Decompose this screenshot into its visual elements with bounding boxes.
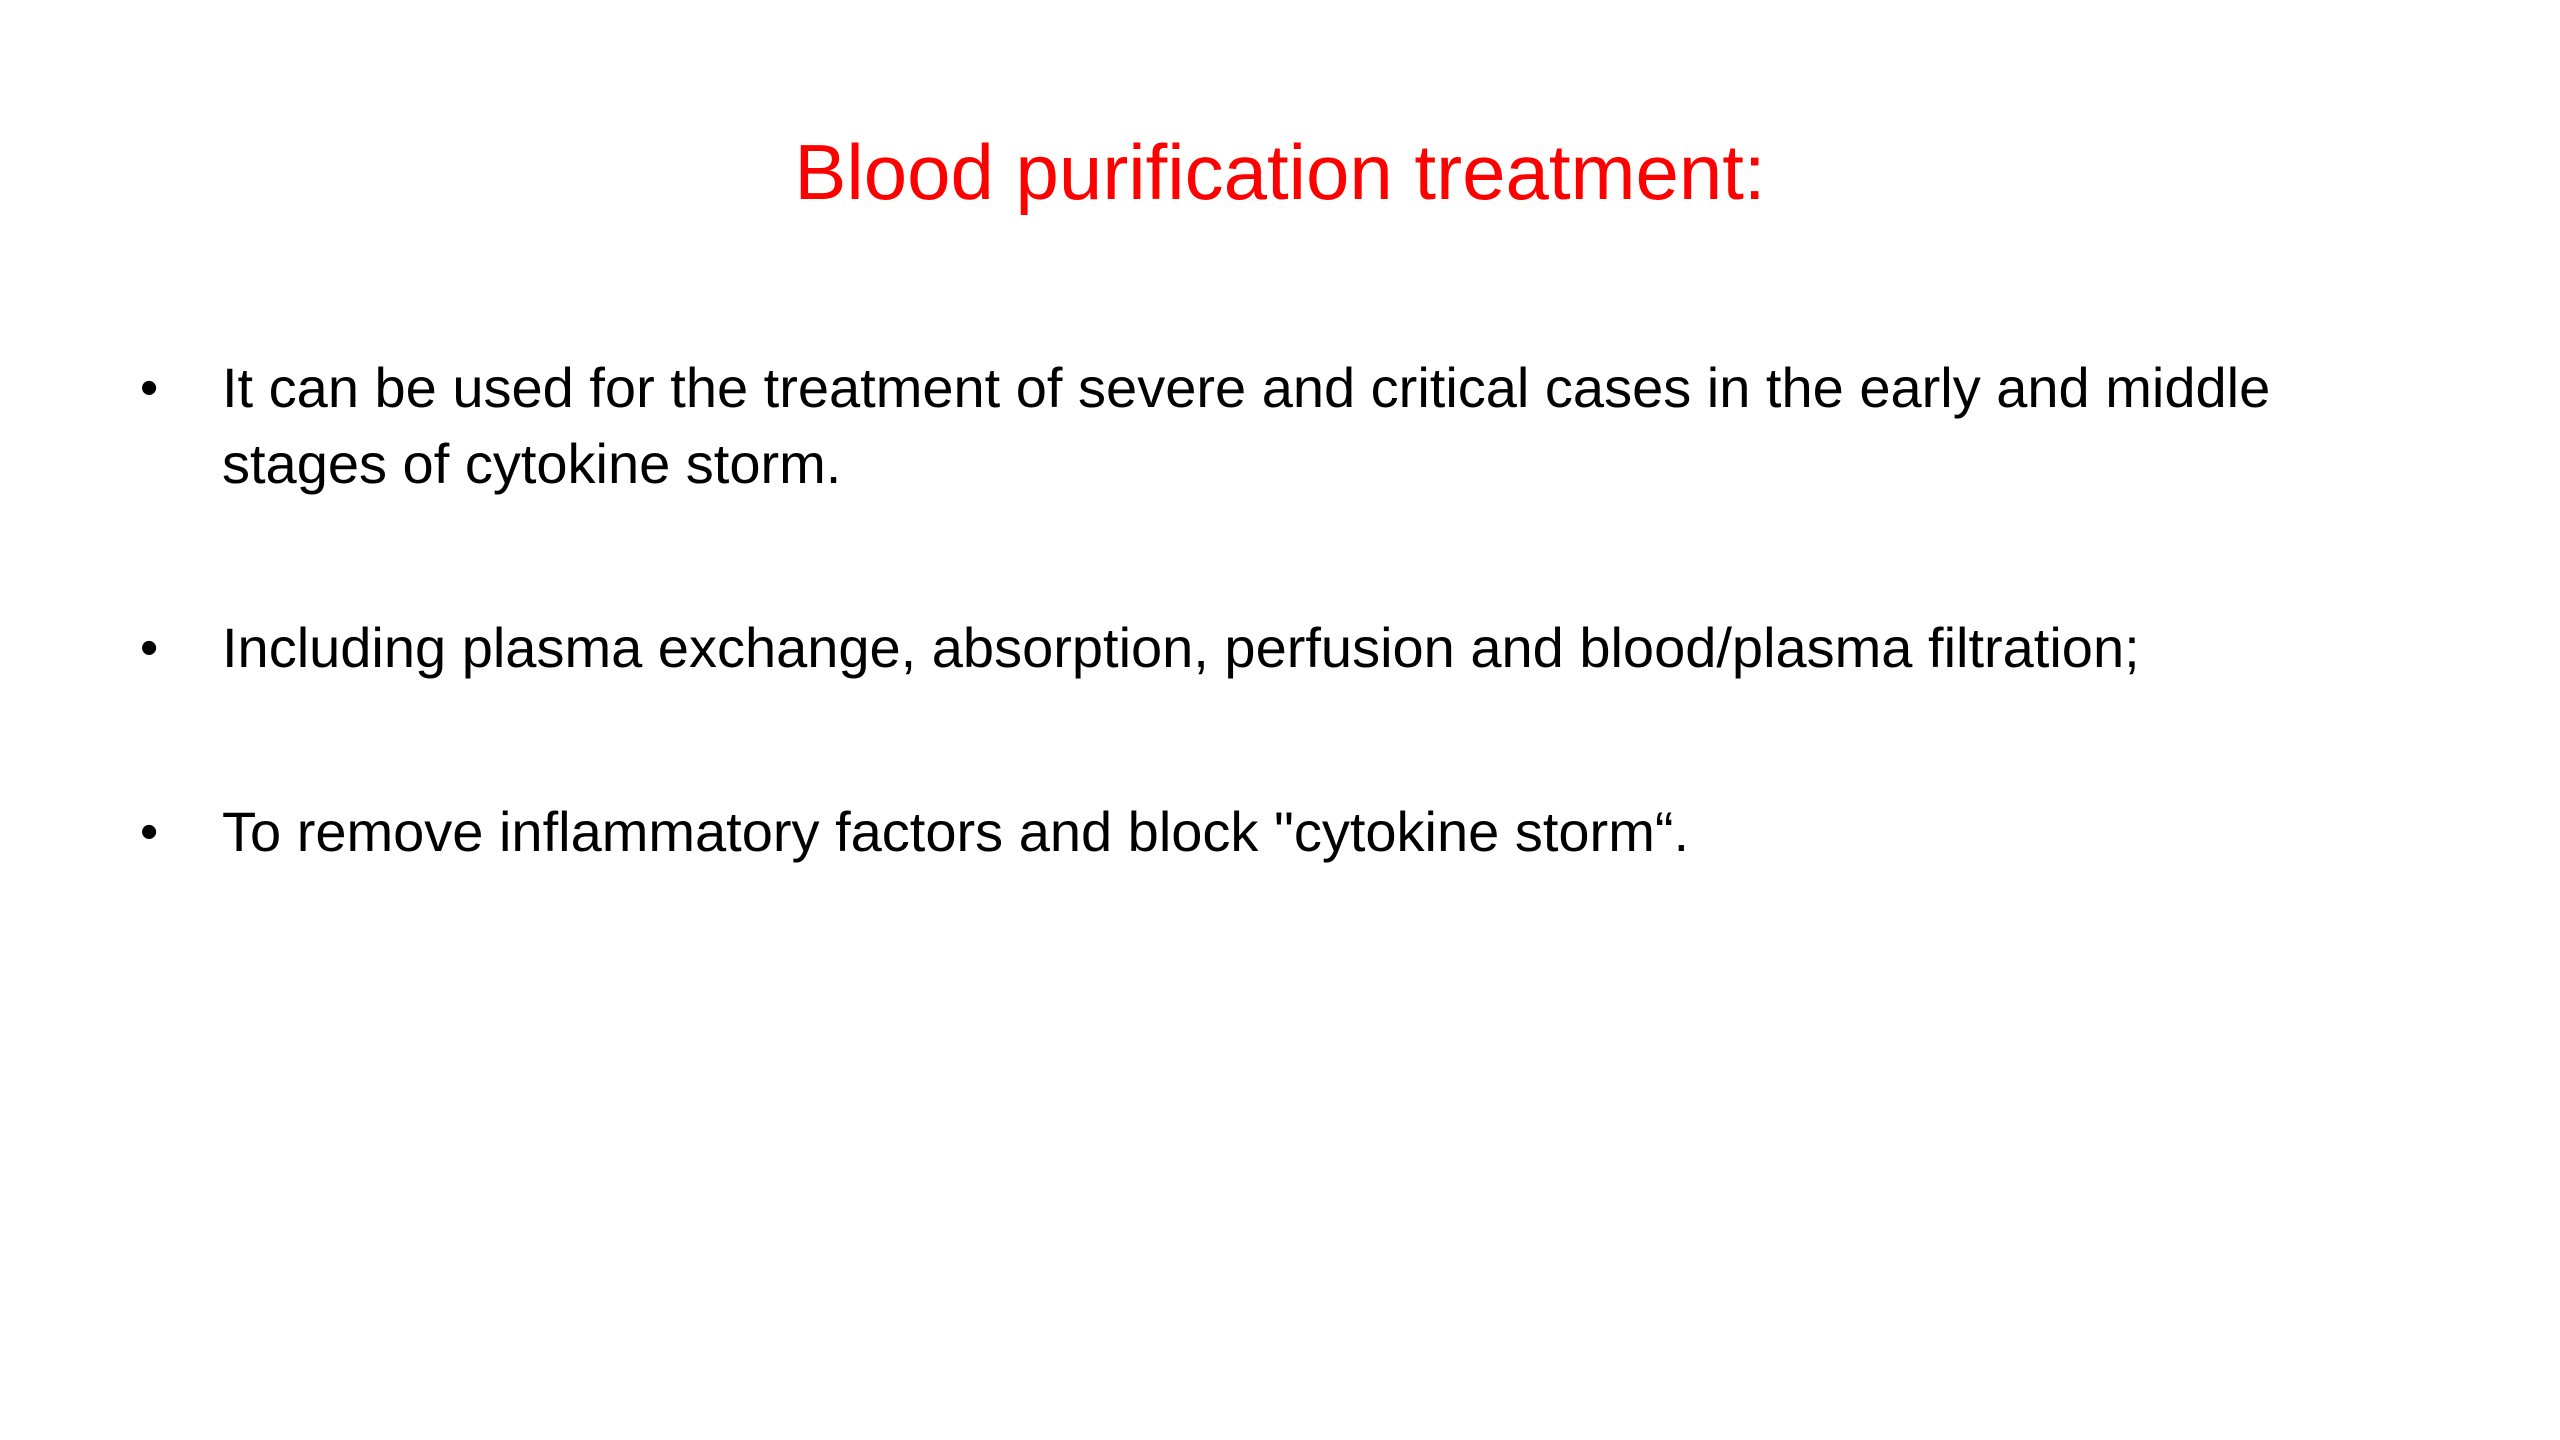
bullet-icon: •	[140, 619, 159, 677]
bullet-text: Including plasma exchange, absorption, perfusion and blood/plasma filtration;	[222, 616, 2140, 679]
bullet-text: It can be used for the treatment of severe and critical cases in the early and middle stages of cytokine storm.	[222, 356, 2271, 495]
bullet-icon: •	[140, 359, 159, 417]
bullet-item-treatment-use	[140, 350, 2440, 502]
bullet-item-purpose	[140, 794, 2440, 870]
slide-title: Blood purification treatment:	[794, 128, 1766, 216]
bullet-item-methods	[140, 610, 2440, 686]
bullet-list	[140, 350, 2440, 870]
bullet-text: To remove inflammatory factors and block "cytokine storm“.	[222, 800, 1690, 863]
bullet-icon: •	[140, 803, 159, 861]
